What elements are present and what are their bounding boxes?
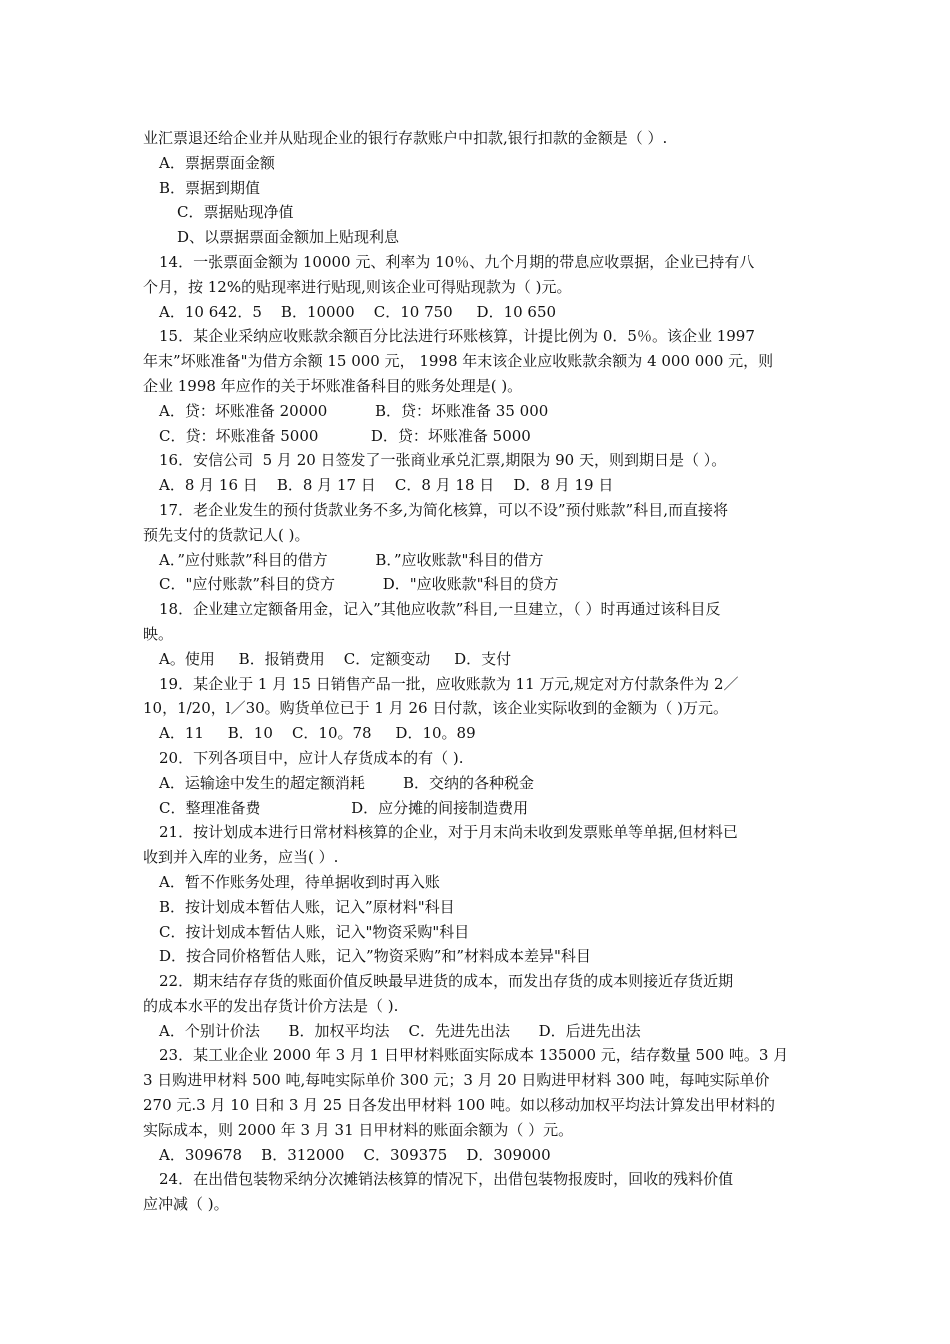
document-body bbox=[143, 126, 809, 1217]
text-line: C．按计划成本暂估人账，记入"物资采购"科目 bbox=[159, 922, 470, 941]
text-line: 10，1/20，l／30。购货单位已于 1 月 26 日付款，该企业实际收到的金额为（ )万元。 bbox=[143, 699, 728, 718]
text-line: B．按计划成本暂估人账，记入”原材料"科目 bbox=[159, 897, 455, 916]
text-line: A．运输途中发生的超定额消耗 B．交纳的各种税金 bbox=[159, 773, 535, 792]
text-line: A．暂不作账务处理，待单据收到时再入账 bbox=[159, 872, 440, 891]
text-line: 个月，按 12%的贴现率进行贴现,则该企业可得贴现款为（ )元。 bbox=[143, 277, 572, 296]
text-line: B．票据到期值 bbox=[159, 178, 261, 197]
text-line: 企业 1998 年应作的关于坏账准备科目的账务处理是( )。 bbox=[143, 376, 523, 395]
text-line: 应冲减（ )。 bbox=[143, 1195, 229, 1214]
text-line: A．11 B．10 C．10。78 D．10。89 bbox=[159, 724, 476, 743]
text-line: 23．某工业企业 2000 年 3 月 1 日甲材料账面实际成本 135000 元，结存数量 500 吨。3 月 bbox=[159, 1046, 789, 1065]
text-line: A．贷：坏账准备 20000 B．贷：坏账准备 35 000 bbox=[159, 401, 549, 420]
text-line: 的成本水平的发出存货计价方法是（ ). bbox=[143, 996, 399, 1015]
text-line: 22．期末结存存货的账面价值反映最早进货的成本，而发出存货的成本则接近存货近期 bbox=[159, 972, 734, 991]
text-line: 270 元.3 月 10 日和 3 月 25 日各发出甲材料 100 吨。如以移动加权平均法计算发出甲材料的 bbox=[143, 1096, 775, 1115]
text-line: 预先支付的货款记人( )。 bbox=[143, 525, 310, 544]
text-line: 收到并入库的业务，应当( ）. bbox=[143, 848, 339, 867]
text-line: 16．安信公司 5 月 20 日签发了一张商业承兑汇票,期限为 90 天，则到期日是（ ）。 bbox=[159, 451, 727, 470]
text-line: 21．按计划成本进行日常材料核算的企业，对于月末尚未收到发票账单等单据,但材料已 bbox=[159, 823, 738, 842]
text-line: 24．在出借包装物采纳分次摊销法核算的情况下，出借包装物报废时，回收的残料价值 bbox=[159, 1170, 734, 1189]
text-line: A．8 月 16 日 B．8 月 17 日 C．8 月 18 日 D．8 月 19 日 bbox=[159, 476, 614, 495]
text-line: 业汇票退还给企业并从贴现企业的银行存款账户中扣款,银行扣款的金额是（ ）. bbox=[143, 129, 668, 147]
text-line: C．贷：坏账准备 5000 D．贷：坏账准备 5000 bbox=[159, 426, 531, 445]
text-line: A．10 642．5 B．10000 C．10 750 D．10 650 bbox=[159, 302, 557, 321]
text-line: 15．某企业采纳应收账款余额百分比法进行环账核算，计提比例为 0．5％。该企业 1997 bbox=[159, 327, 755, 346]
text-line: 年末”坏账准备"为借方余额 15 000 元， 1998 年末该企业应收账款余额为 4 000 000 元，则 bbox=[143, 352, 774, 371]
text-line: 3 日购进甲材料 500 吨,每吨实际单价 300 元；3 月 20 日购进甲材料 300 吨，每吨实际单价 bbox=[143, 1071, 770, 1090]
text-line: 14．一张票面金额为 10000 元、利率为 10％、九个月期的带息应收票据，企业已持有八 bbox=[159, 252, 755, 271]
text-line: 19．某企业于 1 月 15 日销售产品一批，应收账款为 11 万元,规定对方付款条件为 2／ bbox=[159, 674, 739, 693]
text-line: D．按合同价格暂估人账，记入”物资采购”和”材料成本差异"科目 bbox=[159, 947, 591, 966]
text-line: C．整理准备费 D．应分摊的间接制造费用 bbox=[159, 798, 529, 817]
text-line: A。使用 B．报销费用 C．定额变动 D．支付 bbox=[159, 649, 512, 668]
text-line: D、以票据票面金额加上贴现利息 bbox=[177, 228, 400, 247]
text-line: A．个别计价法 B．加权平均法 C．先进先出法 D．后进先出法 bbox=[159, 1021, 641, 1040]
text-line: 20．下列各项目中，应计人存货成本的有（ ). bbox=[159, 748, 464, 767]
text-line: A．309678 B．312000 C．309375 D．309000 bbox=[159, 1145, 551, 1164]
text-line: A．”应付账款”科目的借方 B．”应收账款"科目的借方 bbox=[159, 550, 544, 569]
text-line: 17．老企业发生的预付货款业务不多,为简化核算，可以不设”预付账款”科目,而直接将 bbox=[159, 500, 728, 519]
text-line: 映。 bbox=[143, 624, 174, 643]
text-line: 实际成本，则 2000 年 3 月 31 日甲材料的账面余额为（ ）元。 bbox=[143, 1120, 574, 1139]
text-line: C．"应付账款”科目的贷方 D．"应收账款"科目的贷方 bbox=[159, 575, 559, 594]
text-line: A．票据票面金额 bbox=[159, 153, 275, 172]
text-line: 18．企业建立定额备用金，记入”其他应收款”科目,一旦建立，（ ）时再通过该科目反 bbox=[159, 600, 721, 619]
text-line: C．票据贴现净值 bbox=[177, 203, 294, 222]
